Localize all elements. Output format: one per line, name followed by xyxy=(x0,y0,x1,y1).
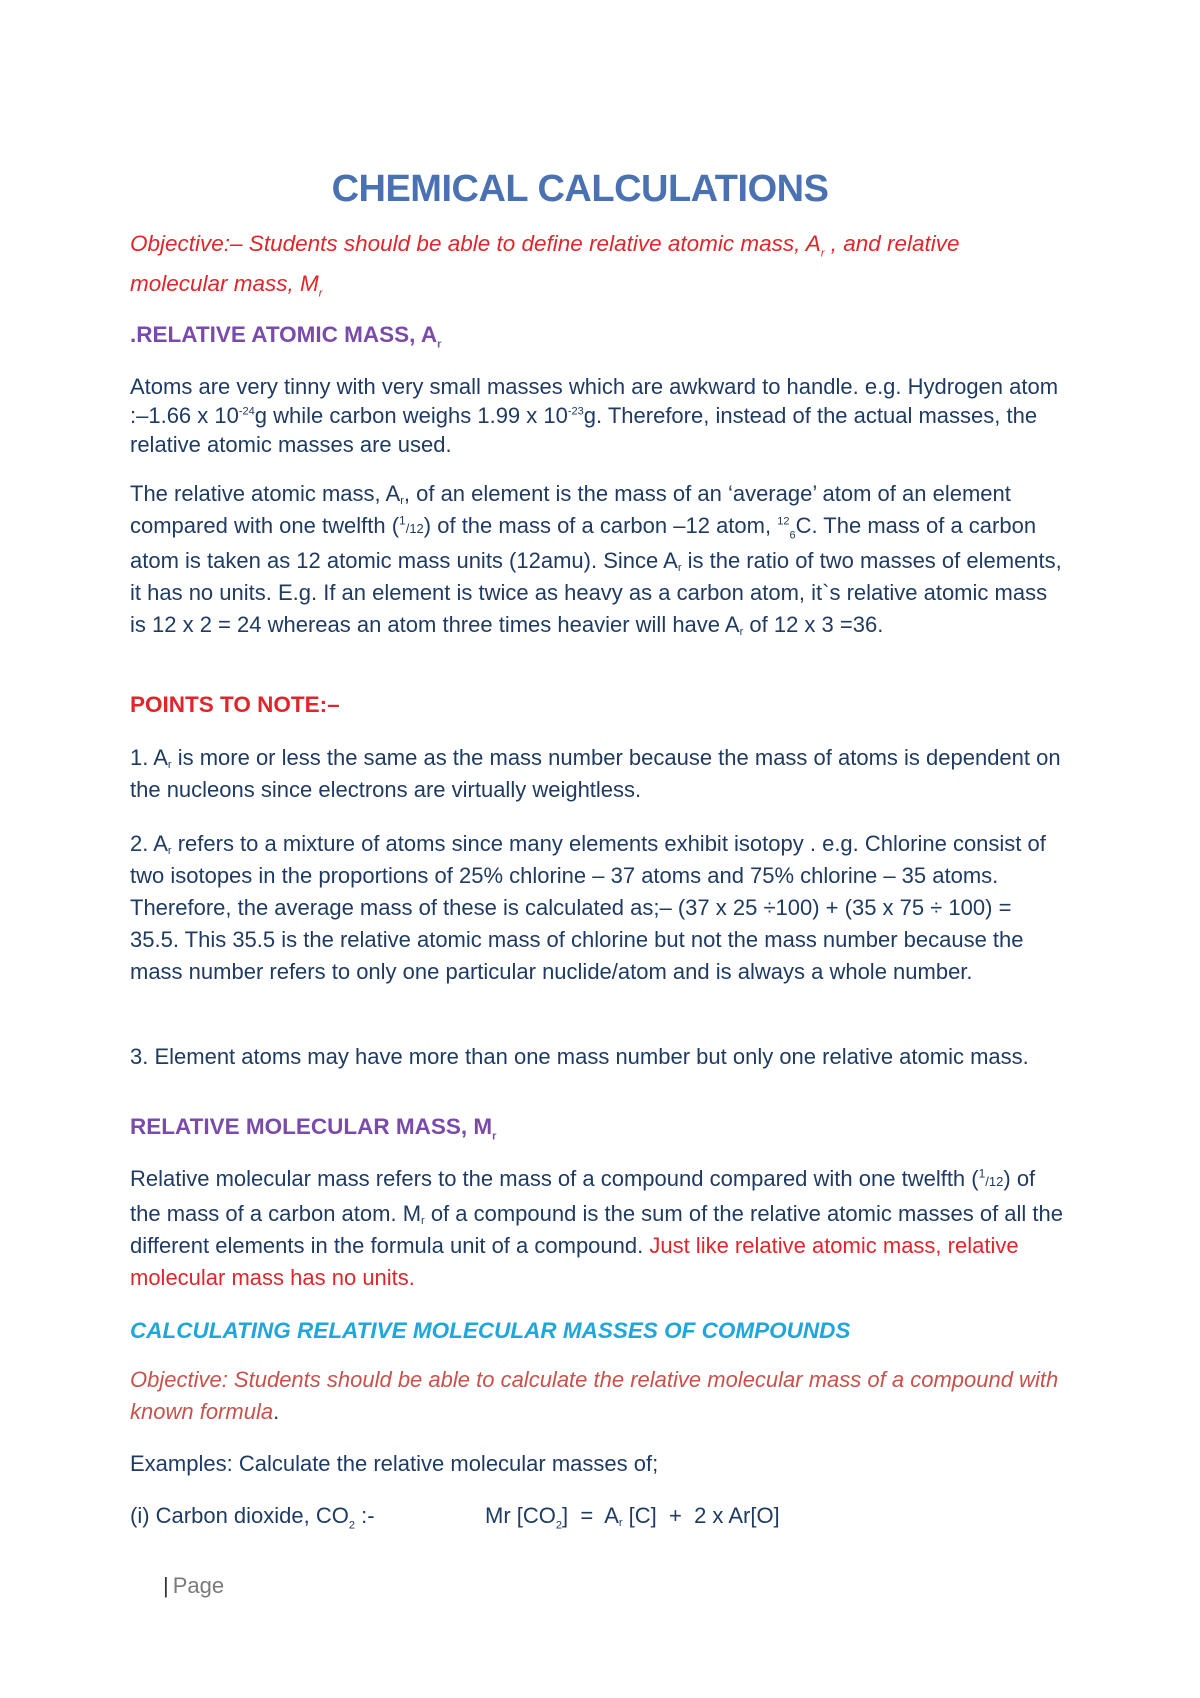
objective-1: Objective:– Students should be able to define relative atomic mass, $A_r$ , and relative molecular mass, $M_r$ xyxy=(130,231,960,300)
fraction-one-twelfth-2: $^1$/12 xyxy=(978,1166,1004,1189)
page-footer xyxy=(163,1573,224,1599)
no-units-note: Just like relative atomic mass, relative molecular mass has no units. xyxy=(130,1233,1019,1290)
heading-relative-atomic-mass: .RELATIVE ATOMIC MASS, $A_r$ xyxy=(130,322,442,351)
example-equation: Mr $[CO_2] = A_r$ [C] + 2 x Ar[O] xyxy=(485,1503,780,1532)
example-carbon-dioxide xyxy=(130,1503,1065,1532)
fraction-one-twelfth: $^1$/12 xyxy=(399,513,424,536)
heading-calculating-molecular-masses: CALCULATING RELATIVE MOLECULAR MASSES OF COMPOUNDS xyxy=(130,1318,851,1343)
note-3: 3. Element atoms may have more than one mass number but only one relative atomic mass. xyxy=(130,1044,1029,1069)
examples-intro: Examples: Calculate the relative molecular masses of; xyxy=(130,1451,659,1476)
paragraph-relative-atomic-mass-definition: The relative atomic mass, $A_r$, of an element is the mass of an ‘average’ atom of an element compared with one twelfth ($^1$/12) of the mass of a carbon –12 atom, $^{12}_6$C. The mass of a carbon atom is taken as 12 atomic mass units (12amu). Since $A_r$ is the ratio of two masses of elements, it has no units. E.g. If an element is twice as heavy as a carbon atom, it`s relative atomic mass is 12 x 2 = 24 whereas an atom three times heavier will have $A_r$ of 12 x 3 =36. xyxy=(130,481,1062,638)
footer-divider: | xyxy=(163,1573,169,1598)
example-label: (i) Carbon dioxide, $CO_2$ :- xyxy=(130,1503,375,1532)
note-1: 1. $A_r$ is more or less the same as the mass number because the mass of atoms is dependent on the nucleons since electrons are virtually weightless. xyxy=(130,745,1061,802)
objective-2: Objective: Students should be able to calculate the relative molecular mass of a compound with known formula. xyxy=(130,1367,1059,1424)
paragraph-atoms-masses: Atoms are very tinny with very small masses which are awkward to handle. e.g. Hydrogen atom :–1.66 x $10^{-24}g$ while carbon weighs 1.99 x $10^{-23}g$. Therefore, instead of the actual masses, the relative atomic masses are used. xyxy=(130,374,1059,457)
note-2: 2. $A_r$ refers to a mixture of atoms since many elements exhibit isotopy . e.g. Chlorine consist of two isotopes in the proportions of 25% chlorine – 37 atoms and 75% chlorine – 35 atoms. Therefore, the average mass of these is calculated as;– (37 x 25 ÷100) + (35 x 75 ÷ 100) = 35.5. This 35.5 is the relative atomic mass of chlorine but not the mass number because the mass number refers to only one particular nuclide/atom and is always a whole number. xyxy=(130,831,1046,984)
page-title: CHEMICAL CALCULATIONS xyxy=(331,168,829,210)
paragraph-relative-molecular-mass: Relative molecular mass refers to the mass of a compound compared with one twelfth ($^1$/12) of the mass of a carbon atom. $M_r$ of a compound is the sum of the relative atomic masses of all the different elements in the formula unit of a compound. Just like relative atomic mass, relative molecular mass has no units. xyxy=(130,1166,1064,1290)
heading-relative-molecular-mass: RELATIVE MOLECULAR MASS, $M_r$ xyxy=(130,1114,497,1143)
footer-page-label: Page xyxy=(172,1573,225,1598)
heading-points-to-note: POINTS TO NOTE:– xyxy=(130,692,340,717)
